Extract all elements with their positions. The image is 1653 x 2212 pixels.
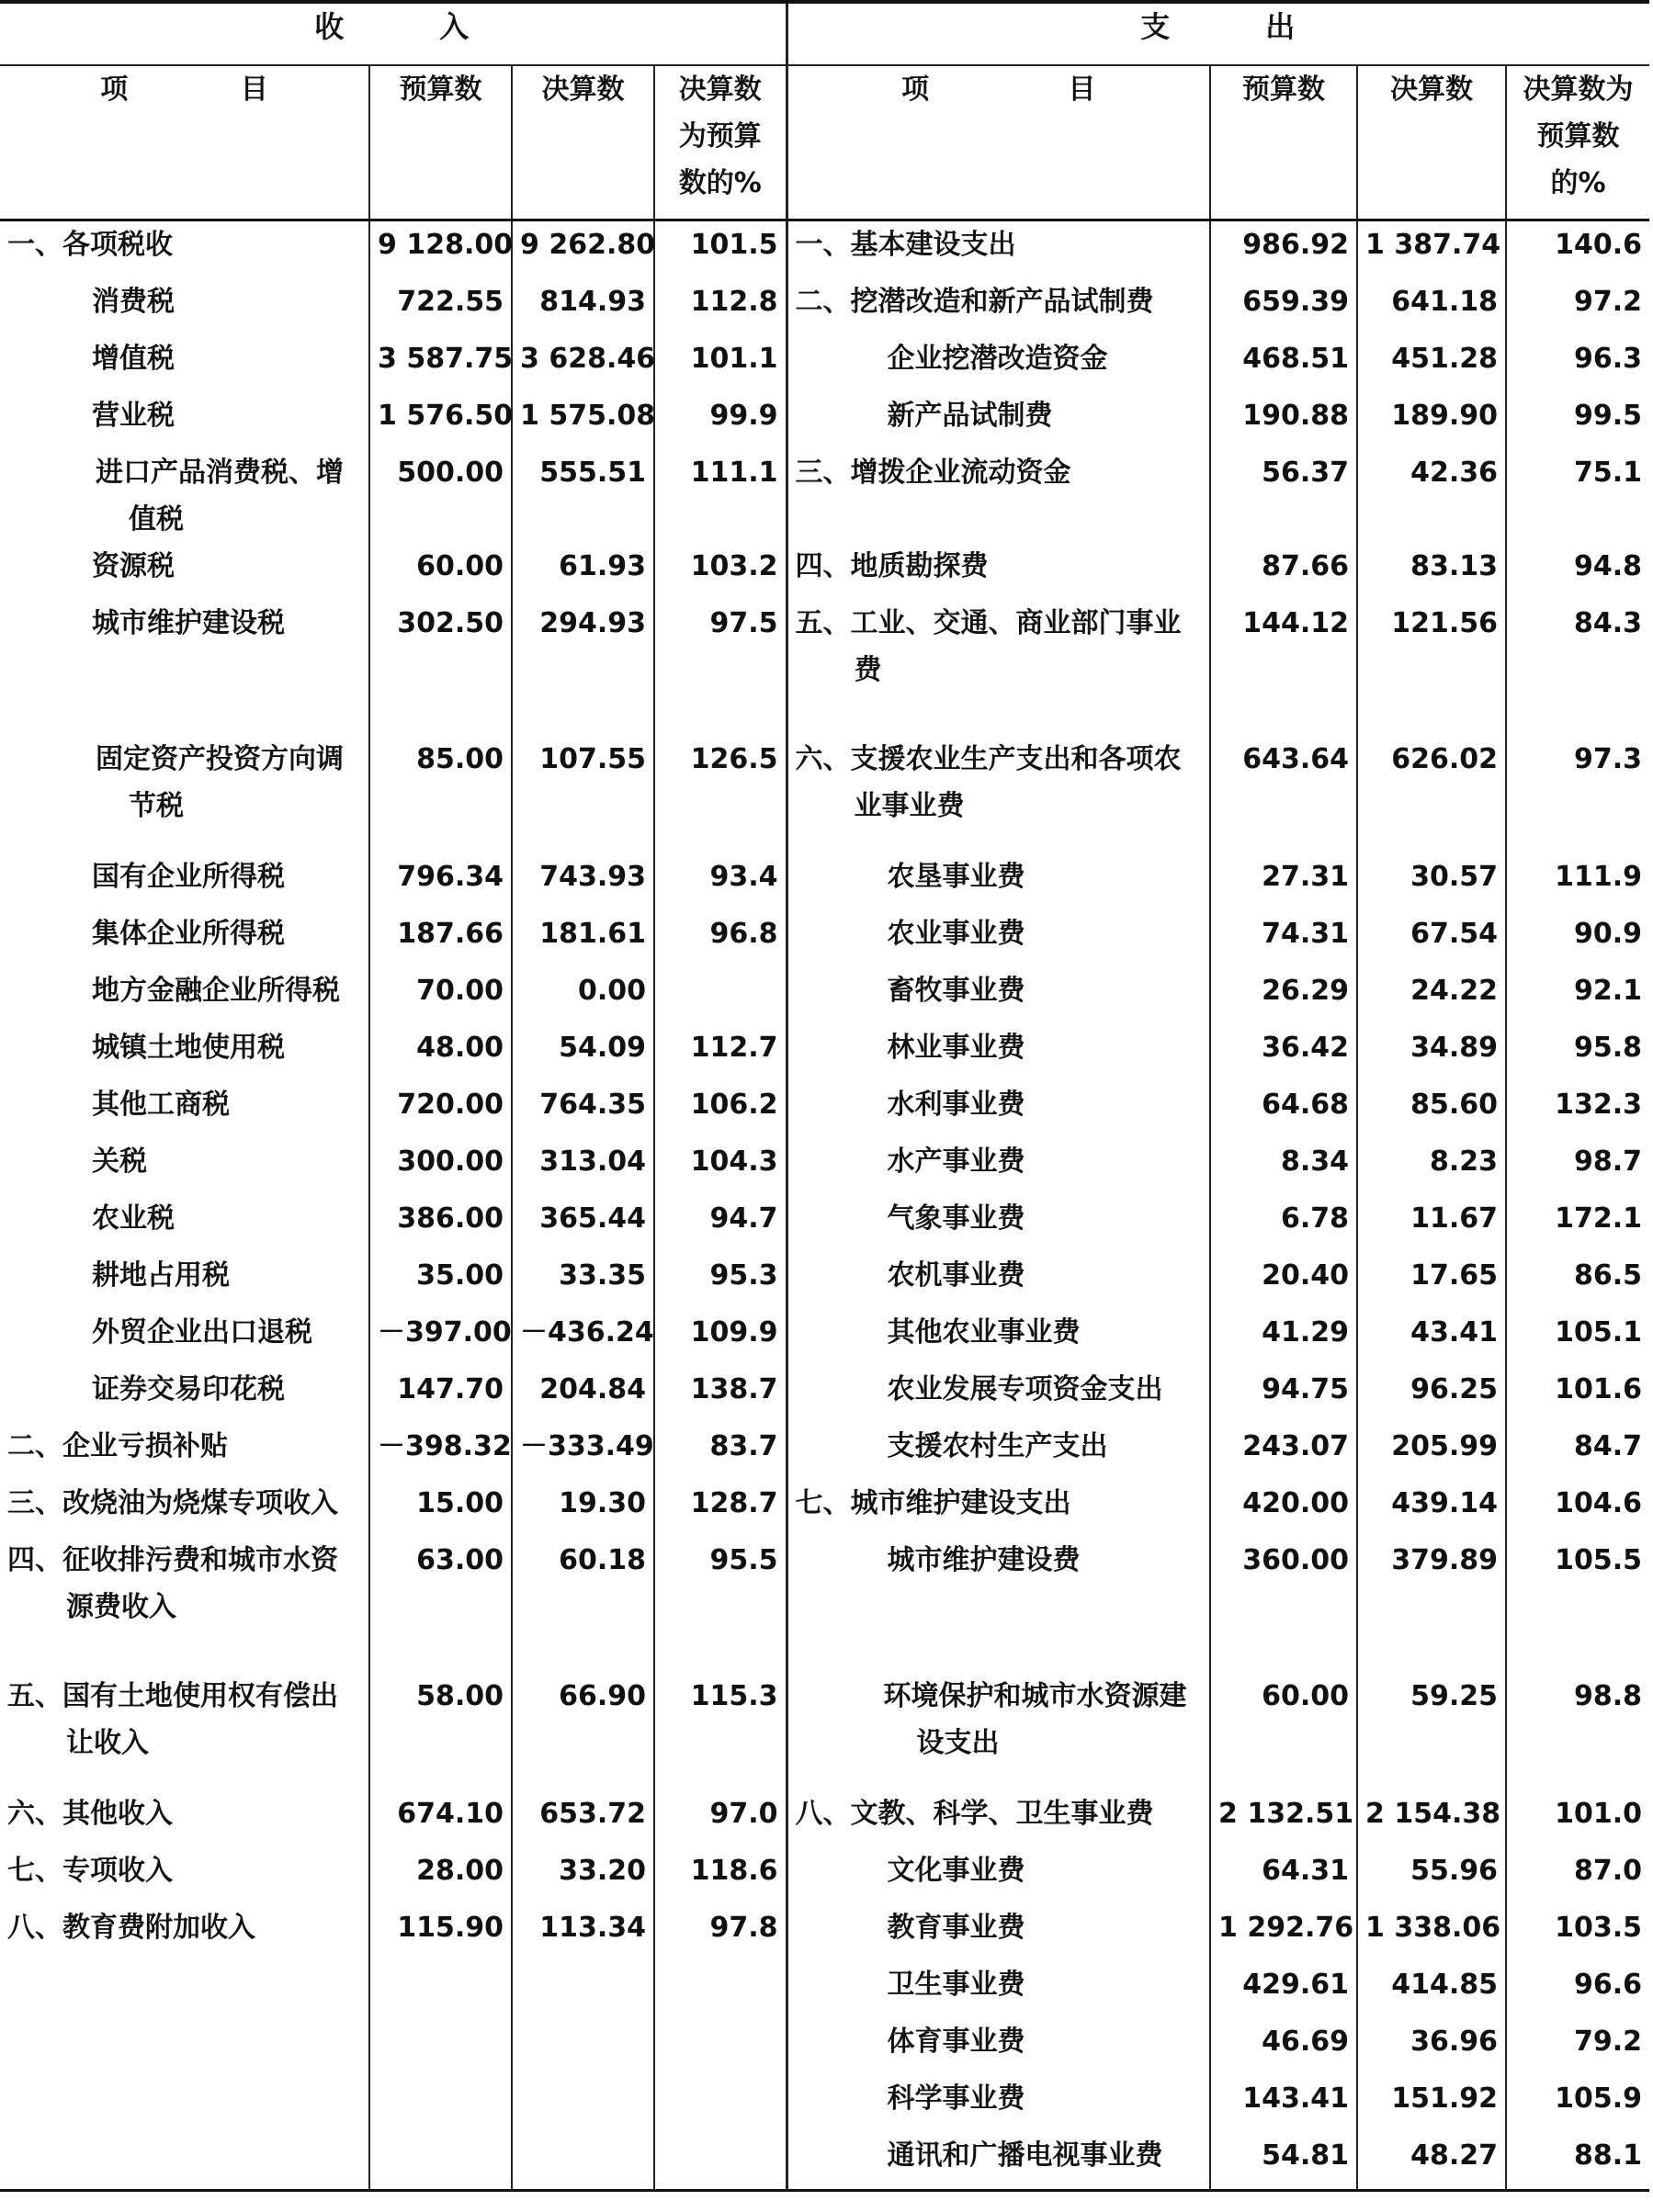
table-row — [0, 220, 1649, 279]
table-row — [0, 1423, 1649, 1480]
income-ratio-value: 101.1 — [654, 335, 787, 392]
income-budget-value: 28.00 — [369, 1847, 512, 1904]
income-budget-value: 720.00 — [369, 1081, 512, 1138]
income-item-name: 证券交易印花税 — [0, 1366, 369, 1423]
expense-final-value: 451.28 — [1357, 335, 1506, 392]
income-ratio-value: 93.4 — [654, 853, 787, 910]
expense-ratio-value: 97.2 — [1574, 286, 1643, 318]
expense-item-name: 农业发展专项资金支出 — [787, 1366, 1210, 1423]
table-row — [0, 1195, 1649, 1252]
expense-final-value: 17.65 — [1357, 1252, 1506, 1309]
income-item-name: 消费税 — [0, 278, 369, 335]
expense-ratio-value: 96.6 — [1574, 1969, 1643, 2001]
expense-ratio-value: 105.5 — [1555, 1544, 1643, 1576]
expense-item-name: 农机事业费 — [787, 1252, 1210, 1309]
income-final-value: 313.04 — [512, 1138, 654, 1195]
expense-ratio-value: 111.9 — [1555, 861, 1643, 893]
expense-budget-value: 986.92 — [1210, 220, 1357, 279]
expense-item-name: 气象事业费 — [787, 1195, 1210, 1252]
expense-item-name: 畜牧事业费 — [787, 967, 1210, 1024]
expense-item-name: 七、城市维护建设支出 — [787, 1480, 1210, 1537]
income-budget-value: 70.00 — [369, 967, 512, 1024]
expense-budget-header: 预算数 — [1210, 65, 1357, 220]
income-item-name: 地方金融企业所得税 — [0, 967, 369, 1024]
income-item-name: 营业税 — [0, 392, 369, 449]
income-ratio-value: 128.7 — [654, 1480, 787, 1537]
income-final-value — [512, 2075, 654, 2132]
income-final-value: 66.90 — [512, 1673, 654, 1790]
income-ratio-value: 138.7 — [654, 1366, 787, 1423]
expense-item-name: 新产品试制费 — [787, 392, 1210, 449]
income-final-value: 555.51 — [512, 449, 654, 543]
income-budget-value: 1 576.50 — [369, 392, 512, 449]
table-row — [0, 335, 1649, 392]
expense-ratio-value: 97.3 — [1574, 743, 1643, 775]
expense-budget-value: 468.51 — [1210, 335, 1357, 392]
table-row — [0, 392, 1649, 449]
expense-budget-value: 420.00 — [1210, 1480, 1357, 1537]
income-final-value: 3 628.46 — [512, 335, 654, 392]
income-final-value: 19.30 — [512, 1480, 654, 1537]
income-ratio-value: 95.5 — [654, 1537, 787, 1673]
expense-final-header: 决算数 — [1357, 65, 1506, 220]
income-budget-header: 预算数 — [369, 65, 512, 220]
income-final-value: 1 575.08 — [512, 392, 654, 449]
expense-ratio-value: 96.3 — [1574, 343, 1643, 375]
income-ratio-value: 126.5 — [654, 736, 787, 853]
expense-final-value: 42.36 — [1357, 449, 1506, 543]
income-budget-value: 674.10 — [369, 1790, 512, 1847]
income-final-value: 653.72 — [512, 1790, 654, 1847]
expense-budget-value: 27.31 — [1210, 853, 1357, 910]
expense-final-value: 1 338.06 — [1357, 1904, 1506, 1961]
expense-budget-value: 64.68 — [1210, 1081, 1357, 1138]
income-item-name: 三、改烧油为烧煤专项收入 — [0, 1480, 369, 1537]
income-budget-value — [369, 2018, 512, 2075]
table-row — [0, 2132, 1649, 2191]
income-budget-value: 796.34 — [369, 853, 512, 910]
income-budget-value: 300.00 — [369, 1138, 512, 1195]
income-item-name: 农业税 — [0, 1195, 369, 1252]
income-final-value: 54.09 — [512, 1024, 654, 1081]
income-budget-value: 48.00 — [369, 1024, 512, 1081]
table-row — [0, 1847, 1649, 1904]
income-budget-value: 722.55 — [369, 278, 512, 335]
income-final-value: 365.44 — [512, 1195, 654, 1252]
expense-item-name: 一、基本建设支出 — [787, 220, 1210, 279]
income-item-name: 城镇土地使用税 — [0, 1024, 369, 1081]
income-budget-value: 386.00 — [369, 1195, 512, 1252]
table-row — [0, 1790, 1649, 1847]
table-row — [0, 2075, 1649, 2132]
expense-item-name: 二、挖潜改造和新产品试制费 — [787, 278, 1210, 335]
expense-budget-value: 243.07 — [1210, 1423, 1357, 1480]
income-item-name: 一、各项税收 — [0, 220, 369, 279]
income-ratio-value: 96.8 — [654, 910, 787, 967]
budget-rows — [0, 220, 1649, 2191]
expense-item-name: 三、增拨企业流动资金 — [787, 449, 1210, 543]
expense-budget-value: 36.42 — [1210, 1024, 1357, 1081]
income-final-value: 61.93 — [512, 543, 654, 600]
expense-final-value: 24.22 — [1357, 967, 1506, 1024]
expense-budget-value: 94.75 — [1210, 1366, 1357, 1423]
income-budget-value: －398.32 — [369, 1423, 512, 1480]
table-row — [0, 910, 1649, 967]
expense-item-name: 环境保护和城市水资源建设支出 — [787, 1673, 1210, 1790]
income-item-name: 耕地占用税 — [0, 1252, 369, 1309]
expense-budget-value: 143.41 — [1210, 2075, 1357, 2132]
expense-item-name: 农垦事业费 — [787, 853, 1210, 910]
expense-final-value: 8.23 — [1357, 1138, 1506, 1195]
expense-budget-value: 20.40 — [1210, 1252, 1357, 1309]
table-row — [0, 2018, 1649, 2075]
income-item-name: 二、企业亏损补贴 — [0, 1423, 369, 1480]
expense-ratio-value: 94.8 — [1574, 550, 1643, 582]
expense-budget-value: 144.12 — [1210, 600, 1357, 736]
income-ratio-value — [654, 2018, 787, 2075]
income-final-value: 9 262.80 — [512, 220, 654, 279]
expense-final-value: 55.96 — [1357, 1847, 1506, 1904]
table-row — [0, 1309, 1649, 1366]
income-item-name: 其他工商税 — [0, 1081, 369, 1138]
income-ratio-value: 109.9 — [654, 1309, 787, 1366]
expense-item-name: 水产事业费 — [787, 1138, 1210, 1195]
expense-item-name: 城市维护建设费 — [787, 1537, 1210, 1673]
item-header-char-b: 目 — [240, 73, 268, 106]
income-ratio-value: 97.8 — [654, 1904, 787, 1961]
expense-final-value: 83.13 — [1357, 543, 1506, 600]
income-item-name — [0, 2018, 369, 2075]
expense-budget-value: 8.34 — [1210, 1138, 1357, 1195]
income-item-name — [0, 1961, 369, 2018]
expense-ratio-value: 101.6 — [1555, 1373, 1643, 1405]
income-budget-value: 500.00 — [369, 449, 512, 543]
income-ratio-value: 94.7 — [654, 1195, 787, 1252]
expense-budget-value: 6.78 — [1210, 1195, 1357, 1252]
table-row — [0, 1904, 1649, 1961]
expense-final-value: 626.02 — [1357, 736, 1506, 853]
income-budget-value: 35.00 — [369, 1252, 512, 1309]
income-final-value — [512, 2132, 654, 2191]
expense-ratio-value: 84.3 — [1574, 607, 1643, 639]
income-ratio-value: 103.2 — [654, 543, 787, 600]
income-final-header: 决算数 — [512, 65, 654, 220]
expense-item-name: 水利事业费 — [787, 1081, 1210, 1138]
expense-item-name: 企业挖潜改造资金 — [787, 335, 1210, 392]
income-item-header — [0, 65, 369, 220]
income-ratio-value — [654, 2075, 787, 2132]
expense-budget-value: 429.61 — [1210, 1961, 1357, 2018]
table-row — [0, 853, 1649, 910]
income-final-value: 764.35 — [512, 1081, 654, 1138]
expense-item-name: 科学事业费 — [787, 2075, 1210, 2132]
expense-item-name: 教育事业费 — [787, 1904, 1210, 1961]
income-ratio-value: 83.7 — [654, 1423, 787, 1480]
expense-budget-value: 64.31 — [1210, 1847, 1357, 1904]
expense-ratio-header: 决算数为预算数的% — [1506, 65, 1649, 220]
expense-budget-value: 56.37 — [1210, 449, 1357, 543]
income-budget-value: 147.70 — [369, 1366, 512, 1423]
expense-item-header — [787, 65, 1210, 220]
income-ratio-value: 97.0 — [654, 1790, 787, 1847]
table-row — [0, 1673, 1649, 1790]
expense-ratio-value: 104.6 — [1555, 1487, 1643, 1519]
table-row — [0, 1961, 1649, 2018]
expense-ratio-value: 90.9 — [1574, 918, 1643, 950]
income-final-value — [512, 1961, 654, 2018]
expense-item-name: 四、地质勘探费 — [787, 543, 1210, 600]
income-ratio-value: 99.9 — [654, 392, 787, 449]
expense-final-value: 59.25 — [1357, 1673, 1506, 1790]
income-ratio-value — [654, 2132, 787, 2191]
table-row — [0, 1537, 1649, 1673]
income-final-value: 60.18 — [512, 1537, 654, 1673]
expense-budget-value: 54.81 — [1210, 2132, 1357, 2191]
income-item-name: 城市维护建设税 — [0, 600, 369, 736]
table-row — [0, 449, 1649, 543]
income-ratio-value: 95.3 — [654, 1252, 787, 1309]
income-item-name: 集体企业所得税 — [0, 910, 369, 967]
income-budget-value: 63.00 — [369, 1537, 512, 1673]
expense-ratio-value: 86.5 — [1574, 1259, 1643, 1292]
income-ratio-value — [654, 967, 787, 1024]
income-budget-value — [369, 2132, 512, 2191]
expense-ratio-value: 140.6 — [1555, 229, 1643, 261]
expense-budget-value: 360.00 — [1210, 1537, 1357, 1673]
income-item-name — [0, 2075, 369, 2132]
income-budget-value: 15.00 — [369, 1480, 512, 1537]
expense-budget-value: 46.69 — [1210, 2018, 1357, 2075]
income-ratio-value: 112.8 — [654, 278, 787, 335]
income-ratio-value: 101.5 — [654, 220, 787, 279]
expense-final-value: 189.90 — [1357, 392, 1506, 449]
table-row — [0, 967, 1649, 1024]
expense-budget-value: 2 132.51 — [1210, 1790, 1357, 1847]
income-item-name: 五、国有土地使用权有偿出让收入 — [0, 1673, 369, 1790]
expense-ratio-value: 92.1 — [1574, 975, 1643, 1007]
expense-ratio-value: 75.1 — [1574, 457, 1643, 489]
income-final-value: 107.55 — [512, 736, 654, 853]
income-item-name: 进口产品消费税、增值税 — [0, 449, 369, 543]
income-budget-value: 302.50 — [369, 600, 512, 736]
expense-budget-value: 60.00 — [1210, 1673, 1357, 1790]
income-section-header: 收 入 — [0, 2, 787, 65]
expense-item-name: 支援农村生产支出 — [787, 1423, 1210, 1480]
income-final-value: 181.61 — [512, 910, 654, 967]
income-item-name: 七、专项收入 — [0, 1847, 369, 1904]
expense-ratio-value: 103.5 — [1555, 1912, 1643, 1944]
income-budget-value: 60.00 — [369, 543, 512, 600]
expense-item-name: 文化事业费 — [787, 1847, 1210, 1904]
expense-final-value: 85.60 — [1357, 1081, 1506, 1138]
income-ratio-value: 97.5 — [654, 600, 787, 736]
table-row — [0, 1138, 1649, 1195]
expense-ratio-value: 132.3 — [1555, 1089, 1643, 1121]
income-item-name: 六、其他收入 — [0, 1790, 369, 1847]
income-ratio-value: 111.1 — [654, 449, 787, 543]
item-header-char-a: 项 — [901, 73, 930, 106]
expense-budget-value: 41.29 — [1210, 1309, 1357, 1366]
expense-final-value: 1 387.74 — [1357, 220, 1506, 279]
income-final-value: 294.93 — [512, 600, 654, 736]
expense-item-name: 通讯和广播电视事业费 — [787, 2132, 1210, 2191]
expense-item-name: 体育事业费 — [787, 2018, 1210, 2075]
expense-final-value: 48.27 — [1357, 2132, 1506, 2191]
table-row — [0, 543, 1649, 600]
income-ratio-value: 118.6 — [654, 1847, 787, 1904]
column-header-row — [0, 65, 1649, 220]
income-ratio-value: 106.2 — [654, 1081, 787, 1138]
income-item-name: 外贸企业出口退税 — [0, 1309, 369, 1366]
expense-final-value: 205.99 — [1357, 1423, 1506, 1480]
income-budget-value: 85.00 — [369, 736, 512, 853]
income-final-value: －436.24 — [512, 1309, 654, 1366]
table-row — [0, 1480, 1649, 1537]
income-final-value: 743.93 — [512, 853, 654, 910]
expense-final-value: 30.57 — [1357, 853, 1506, 910]
income-budget-value: 115.90 — [369, 1904, 512, 1961]
expense-final-value: 414.85 — [1357, 1961, 1506, 2018]
expense-ratio-value: 88.1 — [1506, 2132, 1649, 2191]
expense-final-value: 11.67 — [1357, 1195, 1506, 1252]
expense-ratio-value: 87.0 — [1574, 1855, 1643, 1887]
income-item-name: 八、教育费附加收入 — [0, 1904, 369, 1961]
table-row — [0, 600, 1649, 736]
expense-final-value: 641.18 — [1357, 278, 1506, 335]
expense-budget-value: 643.64 — [1210, 736, 1357, 853]
income-item-name: 关税 — [0, 1138, 369, 1195]
expense-item-name: 五、工业、交通、商业部门事业费 — [787, 600, 1210, 736]
expense-item-name: 其他农业事业费 — [787, 1309, 1210, 1366]
expense-final-value: 67.54 — [1357, 910, 1506, 967]
income-final-value: 33.35 — [512, 1252, 654, 1309]
section-header-row — [0, 2, 1649, 65]
expense-ratio-value: 101.0 — [1555, 1798, 1643, 1830]
expense-final-value: 36.96 — [1357, 2018, 1506, 2075]
income-budget-value — [369, 2075, 512, 2132]
expense-budget-value: 1 292.76 — [1210, 1904, 1357, 1961]
expense-ratio-value: 98.8 — [1574, 1680, 1643, 1712]
table-row — [0, 278, 1649, 335]
expense-item-name: 六、支援农业生产支出和各项农业事业费 — [787, 736, 1210, 853]
expense-ratio-value: 99.5 — [1574, 400, 1643, 432]
income-final-value: 33.20 — [512, 1847, 654, 1904]
item-header-char-a: 项 — [100, 73, 129, 106]
table-row — [0, 736, 1649, 853]
expense-final-value: 121.56 — [1357, 600, 1506, 736]
income-item-name: 增值税 — [0, 335, 369, 392]
income-ratio-value: 112.7 — [654, 1024, 787, 1081]
table-row — [0, 1081, 1649, 1138]
expense-item-name: 八、文教、科学、卫生事业费 — [787, 1790, 1210, 1847]
expense-section-header: 支 出 — [787, 2, 1649, 65]
expense-final-value: 151.92 — [1357, 2075, 1506, 2132]
income-item-name: 资源税 — [0, 543, 369, 600]
income-item-name: 国有企业所得税 — [0, 853, 369, 910]
expense-ratio-value: 84.7 — [1574, 1430, 1643, 1462]
expense-item-name: 农业事业费 — [787, 910, 1210, 967]
income-budget-value — [369, 1961, 512, 2018]
expense-final-value: 379.89 — [1357, 1537, 1506, 1673]
expense-ratio-value: 79.2 — [1574, 2026, 1643, 2058]
expense-ratio-value: 172.1 — [1555, 1202, 1643, 1235]
expense-ratio-value: 98.7 — [1574, 1146, 1643, 1178]
table-row — [0, 1366, 1649, 1423]
income-final-value — [512, 2018, 654, 2075]
income-budget-value: 9 128.00 — [369, 220, 512, 279]
expense-item-name: 卫生事业费 — [787, 1961, 1210, 2018]
income-final-value: 0.00 — [512, 967, 654, 1024]
expense-final-value: 439.14 — [1357, 1480, 1506, 1537]
income-budget-value: 58.00 — [369, 1673, 512, 1790]
expense-budget-value: 659.39 — [1210, 278, 1357, 335]
table-row — [0, 1252, 1649, 1309]
income-final-value: －333.49 — [512, 1423, 654, 1480]
income-ratio-value: 104.3 — [654, 1138, 787, 1195]
expense-final-value: 34.89 — [1357, 1024, 1506, 1081]
income-budget-value: 187.66 — [369, 910, 512, 967]
item-header-char-b: 目 — [1068, 73, 1096, 106]
income-final-value: 204.84 — [512, 1366, 654, 1423]
income-final-value: 814.93 — [512, 278, 654, 335]
income-final-value: 113.34 — [512, 1904, 654, 1961]
expense-final-value: 96.25 — [1357, 1366, 1506, 1423]
expense-budget-value: 87.66 — [1210, 543, 1357, 600]
income-ratio-value: 115.3 — [654, 1673, 787, 1790]
expense-ratio-value: 95.8 — [1574, 1032, 1643, 1064]
expense-ratio-value: 105.1 — [1555, 1316, 1643, 1349]
expense-budget-value: 190.88 — [1210, 392, 1357, 449]
expense-budget-value: 74.31 — [1210, 910, 1357, 967]
income-item-name: 固定资产投资方向调节税 — [0, 736, 369, 853]
income-budget-value: 3 587.75 — [369, 335, 512, 392]
expense-item-name: 林业事业费 — [787, 1024, 1210, 1081]
income-item-name: 四、征收排污费和城市水资源费收入 — [0, 1537, 369, 1673]
income-budget-value: －397.00 — [369, 1309, 512, 1366]
expense-budget-value: 26.29 — [1210, 967, 1357, 1024]
table-row — [0, 1024, 1649, 1081]
expense-ratio-value: 105.9 — [1555, 2082, 1643, 2115]
income-item-name — [0, 2132, 369, 2191]
expense-final-value: 2 154.38 — [1357, 1790, 1506, 1847]
expense-final-value: 43.41 — [1357, 1309, 1506, 1366]
income-ratio-value — [654, 1961, 787, 2018]
income-ratio-header: 决算数为预算数的% — [654, 65, 787, 220]
